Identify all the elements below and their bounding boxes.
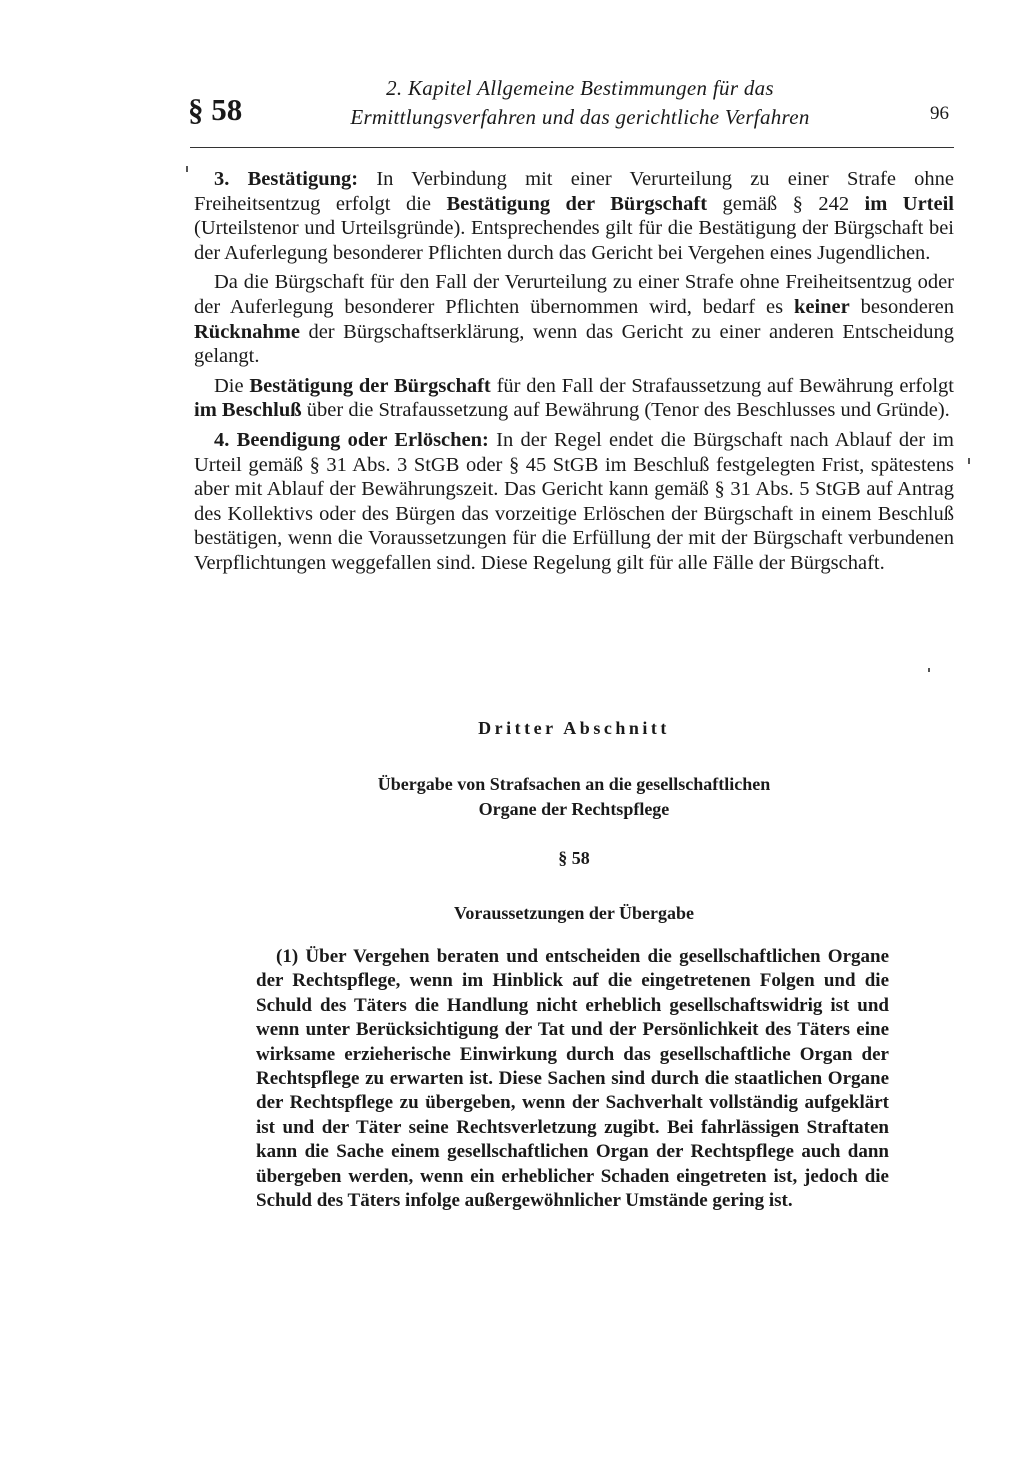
- item-4-paragraph: [194, 428, 954, 576]
- text-run: besonderen: [849, 295, 954, 318]
- paragraph-2: [194, 270, 954, 368]
- text-run: gemäß § 242: [707, 192, 865, 215]
- commentary-body: [194, 167, 954, 581]
- text-run: der Bürgschaftserklärung, wenn das Gericht zu einer anderen Entscheidung gelangt.: [194, 320, 954, 368]
- running-header-line-2: Ermittlungsverfahren und das gerichtliche Verfahren: [350, 105, 810, 129]
- scan-speck: [968, 458, 970, 464]
- law-text: [256, 945, 889, 1213]
- scan-speck: [928, 668, 930, 672]
- bold-run: im Urteil: [864, 192, 954, 215]
- bold-run: im Beschluß: [194, 399, 302, 422]
- subsection-title-line-1: Übergabe von Strafsachen an die gesellschaftlichen: [377, 774, 771, 794]
- bold-run: Bestätigung der Bürgschaft: [249, 374, 491, 397]
- bold-run: keiner: [793, 295, 850, 318]
- scan-speck: [186, 166, 188, 172]
- law-text-paragraph: (1) Über Vergehen beraten und entscheiden die gesellschaftlichen Organe der Rechtspflege, wenn im Hinblick auf die eingetretenen Folgen und die Schuld des Täters die Handlung nicht erheblich gesellschaftswidrig ist und wenn unter Berücksichtigung der Tat und der Persönlichkeit des Täters eine wirksame erzieherische Einwirkung durch das gesellschaftliche Organ der Rechtspflege zu erwarten ist. Diese Sachen sind durch die staatlichen Organe der Rechtspflege zu übergeben, wenn der Sachverhalt vollständig aufgeklärt ist und der Täter seine Rechtsverletzung zugibt. Bei fahrlässigen Straftaten kann die Sache einem gesellschaftlichen Organ der Rechtspflege auch dann übergeben werden, wenn ein erheblicher Schaden eingetreten ist, jedoch die Schuld des Täters infolge außergewöhnlicher Umstände gering ist.: [256, 946, 889, 1212]
- text-run: In Verbindung mit einer Verurteilung zu einer Strafe ohne Freiheitsentzug erfolgt die: [194, 168, 955, 215]
- text-run: für den Fall der Strafaussetzung auf Bewährung erfolgt: [490, 374, 954, 397]
- paragraph-heading: Voraussetzungen der Übergabe: [453, 903, 694, 923]
- paragraph-3: [194, 374, 954, 423]
- paragraph-number: § 58: [558, 848, 590, 868]
- text-run: (Urteilstenor und Urteilsgründe). Entsprechendes gilt für die Bestätigung der Bürgschaft bei der Auferlegung besonderer Pflichten durch das Gericht bei Vergehen eines Jugendlichen.: [194, 217, 954, 264]
- item-label: Beendigung oder Erlöschen:: [236, 428, 489, 451]
- header-rule: [190, 147, 954, 148]
- item-label: Bestätigung:: [247, 168, 359, 190]
- running-header-line-1: 2. Kapitel Allgemeine Bestimmungen für das: [386, 76, 774, 100]
- bold-run: Bestätigung der Bürgschaft: [446, 192, 708, 215]
- item-number: 4.: [214, 428, 230, 451]
- bold-run: Rücknahme: [194, 320, 300, 343]
- text-run: über die Strafaussetzung auf Bewährung (Tenor des Beschlusses und Gründe).: [301, 399, 950, 422]
- subsection-heading: Dritter Abschnitt: [478, 718, 670, 738]
- running-header: [270, 74, 890, 132]
- item-3-paragraph: [194, 167, 954, 265]
- text-run: In der Regel endet die Bürgschaft nach Ablauf der im Urteil gemäß § 31 Abs. 3 StGB oder § 45 StGB im Beschluß festgelegten Frist, spätestens aber mit Ablauf der Bewährungszeit. Das Gericht kann gemäß § 31 Abs. 5 StGB auf Antrag des Kollektivs oder des Bürgen das vorzeitige Erlöschen der Bürgschaft in einem Beschluß bestätigen, wenn die Voraussetzungen für die Erfüllung der mit der Bürgschaft verbundenen Verpflichtungen weggefallen sind. Diese Regelung gilt für alle Fälle der Bürgschaft.: [194, 428, 954, 574]
- section-marker: § 58: [188, 92, 243, 127]
- text-run: Die: [214, 374, 250, 397]
- item-number: 3.: [214, 168, 230, 190]
- page-number: 96: [930, 103, 949, 124]
- subsection-title-line-2: Organe der Rechtspflege: [478, 799, 670, 819]
- text-run: Da die Bürgschaft für den Fall der Verurteilung zu einer Strafe ohne Freiheitsentzug oder der Auferlegung besonderer Pflichten übernommen wird, bedarf es: [194, 271, 954, 318]
- subsection-title: [194, 772, 954, 822]
